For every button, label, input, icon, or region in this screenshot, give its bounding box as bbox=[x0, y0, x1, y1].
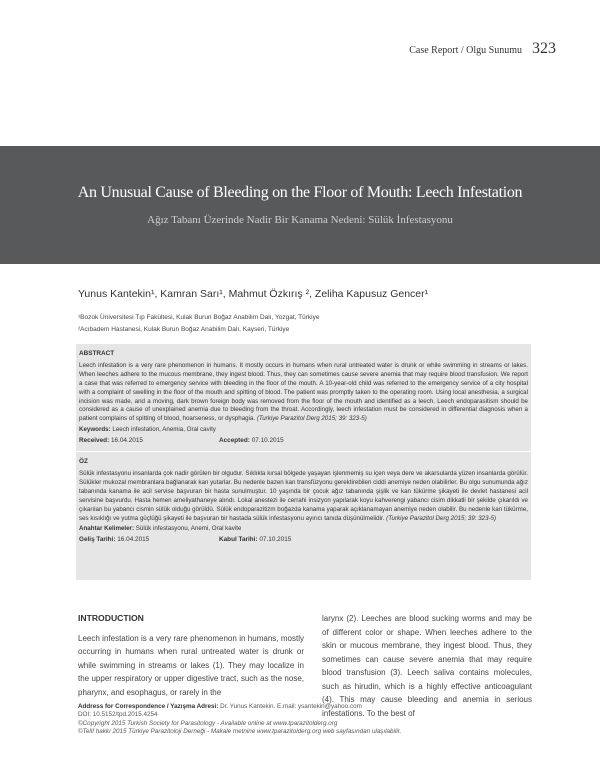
footer bbox=[78, 703, 533, 737]
article-type: Case Report / Olgu Sunumu bbox=[409, 45, 522, 56]
oz-dates bbox=[79, 536, 528, 545]
author-list: Yunus Kantekin¹, Kamran Sarı¹, Mahmut Özkırış ², Zeliha Kapusuz Gencer¹ bbox=[78, 288, 429, 300]
oz-received-date bbox=[79, 536, 219, 545]
oz-keywords bbox=[79, 525, 528, 534]
oz-body: Sülük infestasyonu insanlarda çok nadir görülen bir olgudur. Sıklıkla kırsal bölgede yaşayan işlenmemiş su içen veya dere ve akarsularda yüzen insanlarda görülür. Sülükler mukozal membranlara bağlanarak kan yutarlar. Bu nedenle bazen kan transfüzyonu gerektirebilen ciddi anemiye neden olabilirler. Bu olgu sunumunda ağız tabanında kanama ile acil servise başvuran bir hasta sunulmuştur. 10 yaşında bir çocuk ağız tabanında şişlik ve kan tükürme şikayeti ile devlet hastanesi acil servisine başvurdu. Hasta hemen ameliyathaneye alındı. Lokal anestezi ile cerrahi insizyon yapılarak koyu kahverengi yabancı cisim dikkatli bir şekilde çıkarıldı ve çıkarılan bu yabancı cismin sülük olduğu görüldü. Sülük endoparazitizm boğazda kanama yaparak açıklanamayan anemiye neden olabilir. Bu nedenle kan tükürme, ses kısıklığı ve yutma güçlüğü şikayeti ile başvuran bir hastada sülük infestasyonu ayırıcı tanıda düşünülmelidir. bbox=[79, 469, 528, 522]
received-date bbox=[79, 437, 219, 446]
affiliation-1: ¹Bozok Üniversitesi Tıp Fakültesi, Kulak Burun Boğaz Anabilim Dalı, Yozgat, Türkiye bbox=[78, 314, 320, 321]
abstract-box bbox=[76, 344, 531, 580]
abstract-heading: ABSTRACT bbox=[79, 350, 115, 357]
introduction-text-left: Leech infestation is a very rare phenomenon in humans, mostly occurring in humans when rural untreated water is drunk or while swimming in streams or lakes (1). They may localize in the upper respiratory or upper digestive tract, such as the nose, pharynx, and esophagus, or rarely in the bbox=[78, 633, 304, 697]
copyright-en bbox=[78, 720, 533, 728]
correspondence-text: Dr. Yunus Kantekin. E.mail: ysantekin@yahoo.com bbox=[220, 703, 362, 710]
keywords-label: Keywords: bbox=[79, 426, 111, 434]
copyright-en-text: ©Copyright 2015 Turkish Society for Parasitology - Available online at www.tparazitolderg.org bbox=[78, 719, 338, 727]
oz-accepted-value: 07.10.2015 bbox=[259, 536, 292, 544]
oz-accepted-label: Kabul Tarihi: bbox=[219, 536, 258, 544]
introduction-heading: INTRODUCTION bbox=[78, 613, 144, 623]
page-number: 323 bbox=[532, 40, 556, 57]
abstract-text bbox=[79, 362, 528, 424]
section-divider bbox=[76, 451, 531, 452]
affiliation-2: ²Acıbadem Hastanesi, Kulak Burun Boğaz Anabilim Dalı, Kayseri, Türkiye bbox=[78, 326, 290, 333]
introduction-text-right: larynx (2). Leeches are blood sucking worms and may be of different color or shape. When leeches adhere to the skin or mucous membrane, they ingest blood. Thus, they sometimes can cause severe anemia that may require blood transfusion (3). Leech saliva contains molecules, such as hirudin, which is a highly effective anticoagulant (4). This may cause bleeding and anemia in serious infestations. To the best of bbox=[322, 614, 532, 718]
oz-accepted-date bbox=[219, 536, 291, 545]
abstract-keywords bbox=[79, 426, 528, 435]
introduction-left-column bbox=[78, 612, 304, 699]
oz-heading: ÖZ bbox=[79, 458, 88, 466]
article-title: An Unusual Cause of Bleeding on the Floor of Mouth: Leech Infestation bbox=[77, 184, 523, 201]
accepted-label: Accepted: bbox=[219, 437, 250, 445]
abstract-body: Leech infestation is a very rare phenomenon in humans. It mostly occurs in humans when rural untreated water is drunk or while swimming in streams or lakes. When leeches adhere to the mucous membrane, they ingest blood. Thus, they can sometimes cause severe anemia that may require blood transfusion. We report a case that was referred to emergency service with bleeding in the floor of the mouth. A 10-year-old child was referred to the emergency service of a city hospital with a complaint of swelling in the floor of the mouth and spitting of blood. The patient was promptly taken to the operating room. Using local anesthesia, a surgical incision was made, and a moving, dark brown foreign body was removed from the floor of the mouth and identified as a leech. Leech endoparasitism should be considered as a cause of unexplained anemia due to bleeding from the throat. Accordingly, leech infestation must be considered in differential diagnosis when a patient complains of spitting of blood, hoarseness, or dysphagia. bbox=[79, 361, 528, 423]
copyright-tr-text: ©Telif hakkı 2015 Türkiye Parazitoloji Derneği - Makale metnine www.tparazitolderg.org web sayfasından ulaşılabilir. bbox=[78, 728, 402, 736]
accepted-date bbox=[219, 437, 284, 446]
abstract-dates bbox=[79, 437, 528, 446]
correspondence bbox=[78, 703, 533, 711]
accepted-value: 07.10.2015 bbox=[251, 437, 284, 445]
keywords-value: Leech infestation, Anemia, Oral cavity bbox=[112, 426, 216, 434]
abstract-citation: (Turkiye Parazitol Derg 2015; 39: 323-5) bbox=[256, 415, 367, 423]
correspondence-label: Address for Correspondence / Yazışma Adresi: bbox=[78, 703, 219, 710]
oz-keywords-label: Anahtar Kelimeler: bbox=[79, 525, 135, 533]
title-band bbox=[0, 146, 600, 264]
doi: DOI: 10.5152/tpd.2015.4254 bbox=[78, 711, 158, 719]
oz-received-value: 16.04.2015 bbox=[117, 536, 150, 544]
copyright-tr bbox=[78, 728, 533, 736]
oz-text bbox=[79, 470, 528, 523]
received-value: 16.04.2015 bbox=[110, 437, 143, 445]
oz-received-label: Geliş Tarihi: bbox=[79, 536, 116, 544]
received-label: Received: bbox=[79, 437, 110, 445]
running-head bbox=[409, 40, 556, 58]
article-title-turkish: Ağız Tabanı Üzerinde Nadir Bir Kanama Nedeni: Sülük İnfestasyonu bbox=[147, 214, 453, 226]
affiliations bbox=[78, 312, 319, 336]
oz-citation: (Turkiye Parazitol Derg 2015; 39: 323-5) bbox=[386, 514, 497, 522]
oz-keywords-value: Sülük infestasyonu, Anemi, Oral kavite bbox=[135, 525, 242, 533]
